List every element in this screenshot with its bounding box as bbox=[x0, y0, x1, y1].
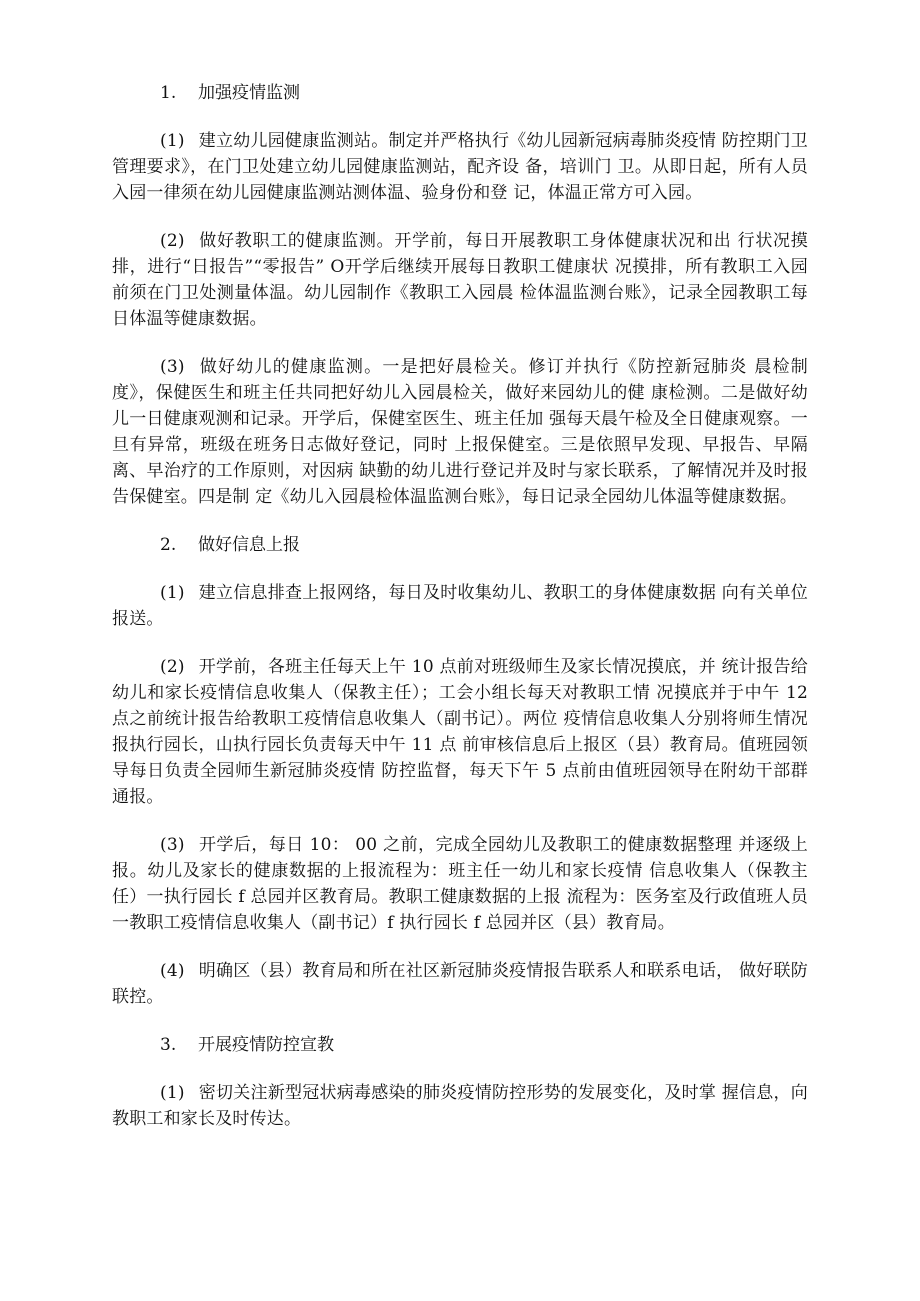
section-number: 3. bbox=[160, 1035, 177, 1055]
paragraph-2-2 bbox=[112, 654, 808, 810]
paragraph-2-3 bbox=[112, 832, 808, 936]
item-marker: (1) bbox=[160, 131, 185, 151]
section-title: 加强疫情监测 bbox=[198, 83, 300, 103]
paragraph-text: 开学前，各班主任每天上午 10 点前对班级师生及家长情况摸底，并 统计报告给幼儿和家长疫情信息收集人（保教主任）；工会小组长每天对教职工情 况摸底并于中午 12 点之前统计报告给教职工疫情信息收集人（副书记）。两位 疫情信息收集人分别将师生情况报执行园长，山执行园长负责每天中午 11 点 前审核信息后上报区（县）教育局。值班园领导每日负责全园师生新冠肺炎疫情 防控监督，每天下午 5 点前由值班园领导在附幼干部群通报。 bbox=[112, 657, 808, 807]
item-marker: (3) bbox=[160, 357, 185, 377]
item-marker: (2) bbox=[160, 231, 185, 251]
paragraph-1-3 bbox=[112, 354, 808, 510]
paragraph-2-4 bbox=[112, 958, 808, 1010]
paragraph-1-1 bbox=[112, 128, 808, 206]
section-heading-3 bbox=[112, 1032, 808, 1058]
item-marker: (3) bbox=[160, 835, 185, 855]
section-number: 2. bbox=[160, 535, 177, 555]
section-title: 做好信息上报 bbox=[198, 535, 300, 555]
section-title: 开展疫情防控宣教 bbox=[198, 1035, 334, 1055]
paragraph-1-2 bbox=[112, 228, 808, 332]
section-number: 1. bbox=[160, 83, 177, 103]
paragraph-text: 密切关注新型冠状病毒感染的肺炎疫情防控形势的发展变化，及时掌 握信息，向教职工和家长及时传达。 bbox=[112, 1083, 808, 1129]
paragraph-text: 做好教职工的健康监测。开学前，每日开展教职工身体健康状况和出 行状况摸排，进行“日报告”“零报告” O开学后继续开展每日教职工健康状 况摸排，所有教职工入园前须在门卫处测量体温。幼儿园制作《教职工入园晨 检体温监测台账》，记录全园教职工每日体温等健康数据。 bbox=[112, 231, 808, 329]
paragraph-text: 建立信息排查上报网络，每日及时收集幼儿、教职工的身体健康数据 向有关单位报送。 bbox=[112, 583, 808, 629]
paragraph-3-1 bbox=[112, 1080, 808, 1132]
paragraph-text: 明确区（县）教育局和所在社区新冠肺炎疫情报告联系人和联系电话， 做好联防联控。 bbox=[112, 961, 808, 1007]
section-heading-2 bbox=[112, 532, 808, 558]
paragraph-2-1 bbox=[112, 580, 808, 632]
item-marker: (2) bbox=[160, 657, 185, 677]
item-marker: (4) bbox=[160, 961, 185, 981]
item-marker: (1) bbox=[160, 1083, 185, 1103]
section-heading-1 bbox=[112, 80, 808, 106]
paragraph-text: 建立幼儿园健康监测站。制定并严格执行《幼儿园新冠病毒肺炎疫情 防控期门卫管理要求》，在门卫处建立幼儿园健康监测站，配齐设 备，培训门 卫。从即日起，所有人员入园一律须在幼儿园健康监测站测体温、验身份和登 记，体温正常方可入园。 bbox=[112, 131, 808, 203]
item-marker: (1) bbox=[160, 583, 185, 603]
paragraph-text: 做好幼儿的健康监测。一是把好晨检关。修订并执行《防控新冠肺炎 晨检制度》，保健医生和班主任共同把好幼儿入园晨检关，做好来园幼儿的健 康检测。二是做好幼儿一日健康观测和记录。开学后，保健室医生、班主任加 强每天晨午检及全日健康观察。一旦有异常，班级在班务日志做好登记，同时 上报保健室。三是依照早发现、早报告、早隔离、早治疗的工作原则，对因病 缺勤的幼儿进行登记并及时与家长联系，了解情况并及时报告保健室。四是制 定《幼儿入园晨检体温监测台账》，每日记录全园幼儿体温等健康数据。 bbox=[112, 357, 808, 507]
paragraph-text: 开学后，每日 10： 00 之前，完成全园幼儿及教职工的健康数据整理 并逐级上报。幼儿及家长的健康数据的上报流程为：班主任一幼儿和家长疫情 信息收集人（保教主任）一执行园长 f 总园并区教育局。教职工健康数据的上报 流程为：医务室及行政值班人员一教职工疫情信息收集人（副书记）f 执行园长 f 总园并区（县）教育局。 bbox=[112, 835, 808, 933]
